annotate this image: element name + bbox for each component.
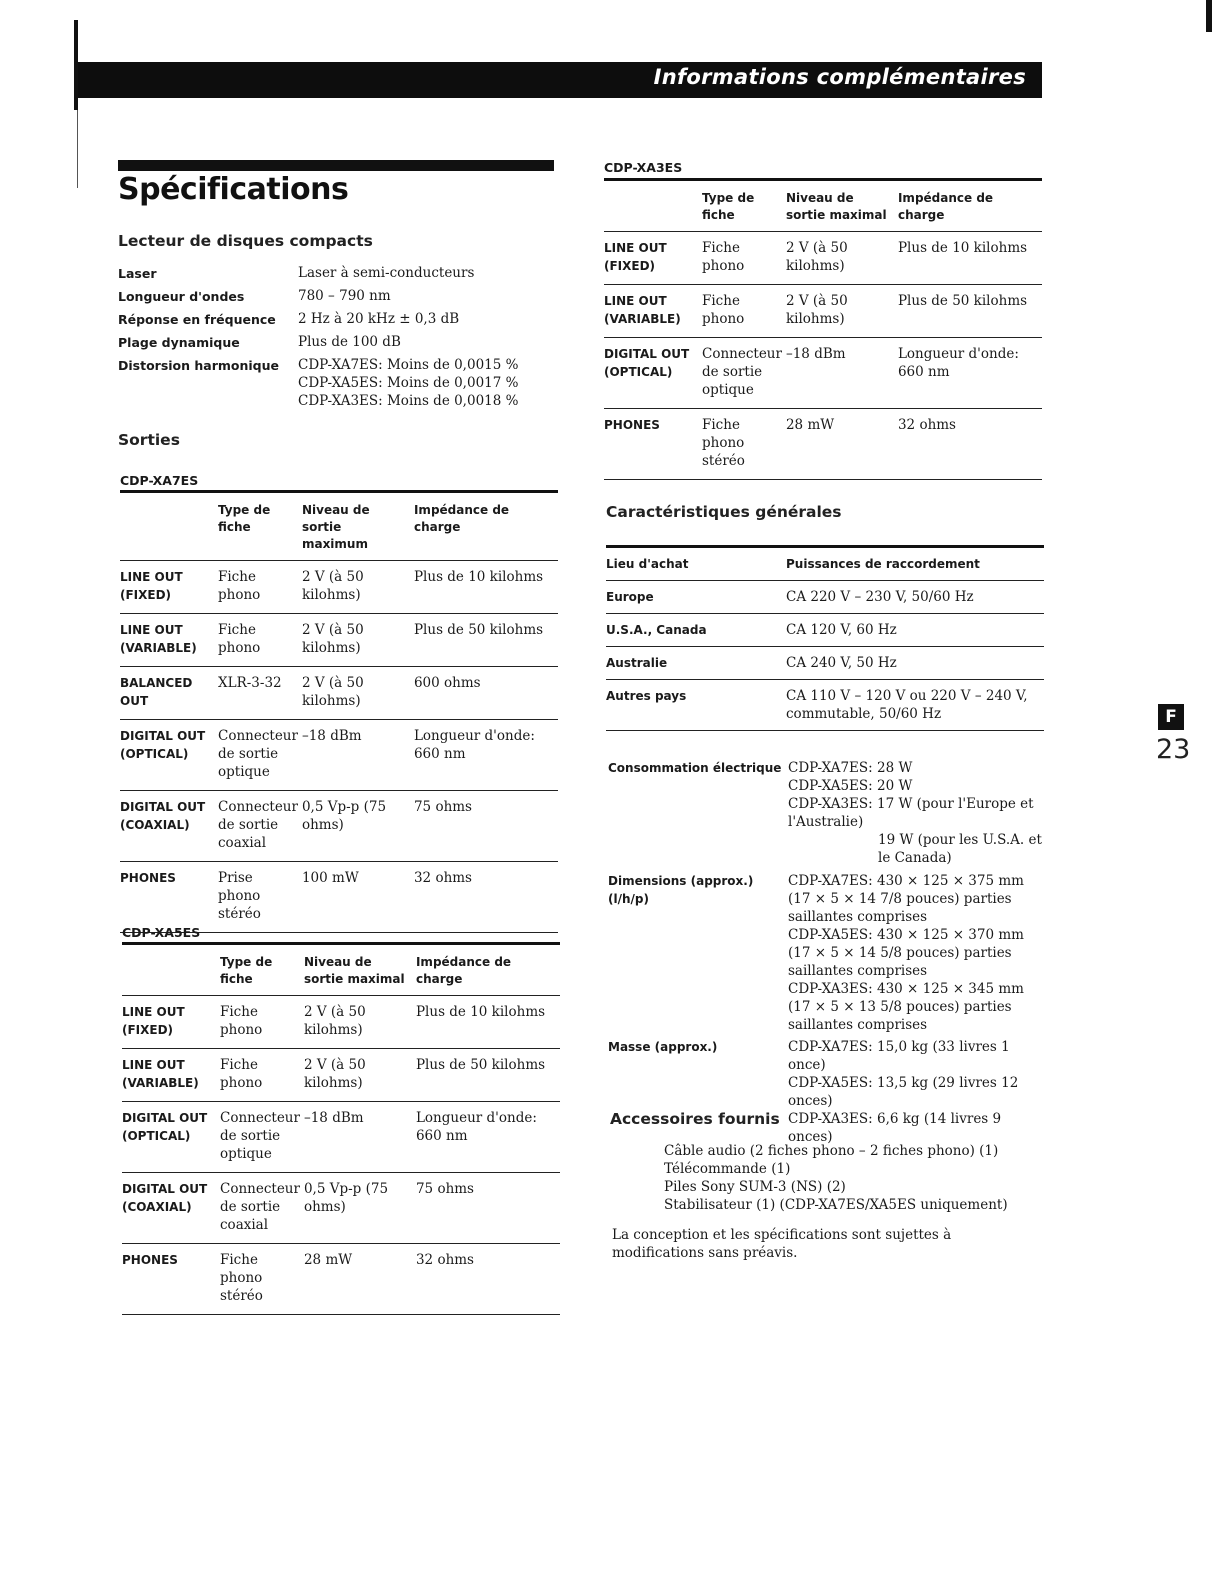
spec-value: 2 Hz à 20 kHz ± 0,3 dB (298, 311, 460, 327)
cd-player-heading: Lecteur de disques compacts (118, 232, 373, 250)
plug-type: Fiche phono stéréo (220, 1244, 304, 1315)
page-number: 23 (1156, 734, 1191, 765)
output-level: –18 dBm (786, 338, 898, 409)
page-title: Spécifications (118, 172, 349, 207)
output-level: 0,5 Vp-p (75 ohms) (302, 791, 414, 862)
spec-label: Laser (118, 266, 157, 281)
spec-label: Distorsion harmonique (118, 358, 280, 373)
col-header: Niveau de sortie maximal (303, 955, 405, 986)
plug-type: Connecteur de sortie coaxial (218, 791, 302, 862)
col-header (120, 492, 218, 561)
dimensions-values (788, 872, 1038, 1034)
table-row (120, 720, 558, 791)
load-impedance: Plus de 10 kilohms (414, 561, 558, 614)
outputs-table-xa3 (604, 178, 1042, 480)
mass-line: CDP-XA5ES: 13,5 kg (29 livres 12 onces) (788, 1075, 1019, 1109)
accessories-list (664, 1142, 1044, 1214)
place-label: Australie (606, 647, 786, 680)
plug-type: Connecteur de sortie optique (220, 1102, 304, 1173)
plug-type: Connecteur de sortie optique (702, 338, 786, 409)
output-level: 2 V (à 50 kilohms) (302, 614, 414, 667)
output-level: 2 V (à 50 kilohms) (302, 667, 414, 720)
col-header: Impédance de charge (413, 503, 510, 534)
spec-row (118, 264, 558, 282)
table-row (120, 667, 558, 720)
output-label: DIGITAL OUT (OPTICAL) (604, 338, 702, 409)
mass-line: CDP-XA7ES: 15,0 kg (33 livres 1 once) (788, 1039, 1010, 1073)
load-impedance: 32 ohms (414, 862, 558, 933)
output-label: DIGITAL OUT (OPTICAL) (122, 1102, 220, 1173)
language-tab: F (1158, 704, 1184, 730)
dimensions-block (608, 872, 1048, 1034)
col-header: Impédance de charge (897, 191, 994, 222)
title-rule (118, 160, 554, 171)
plug-type: Connecteur de sortie coaxial (220, 1173, 304, 1244)
consumption-line: CDP-XA3ES: 17 W (pour l'Europe et l'Australie) (788, 796, 1034, 830)
spec-label: Plage dynamique (118, 335, 240, 350)
spec-value: CDP-XA5ES: Moins de 0,0017 % (298, 375, 519, 391)
spec-value: 780 – 790 nm (298, 288, 391, 304)
model-label-xa7: CDP-XA7ES (120, 473, 199, 488)
dimensions-line: CDP-XA5ES: 430 × 125 × 370 mm (17 × 5 × 14 5/8 pouces) parties saillantes comprises (788, 927, 1024, 979)
place-label: Europe (606, 581, 786, 614)
load-impedance: 32 ohms (416, 1244, 560, 1315)
table-row (122, 1173, 560, 1244)
power-table (606, 545, 1044, 731)
list-item: Piles Sony SUM-3 (NS) (2) (664, 1179, 846, 1195)
list-item: Câble audio (2 fiches phono – 2 fiches phono) (1) (664, 1143, 999, 1159)
power-value: CA 110 V – 120 V ou 220 V – 240 V, commutable, 50/60 Hz (786, 680, 1044, 731)
load-impedance: Longueur d'onde: 660 nm (414, 720, 558, 791)
load-impedance: Longueur d'onde: 660 nm (898, 338, 1042, 409)
load-impedance: Plus de 10 kilohms (416, 996, 560, 1049)
output-label: PHONES (120, 862, 218, 933)
table-row (606, 581, 1044, 614)
place-label: U.S.A., Canada (606, 614, 786, 647)
outputs-table-xa7 (120, 490, 558, 933)
table-row (122, 1244, 560, 1315)
col-header (604, 180, 702, 232)
output-level: 28 mW (786, 409, 898, 480)
output-label: DIGITAL OUT (COAXIAL) (122, 1173, 220, 1244)
col-header: Type de fiche (220, 955, 273, 986)
table-row (606, 647, 1044, 680)
table-row (604, 338, 1042, 409)
col-header: Niveau de sortie maximum (301, 503, 370, 551)
output-label: PHONES (604, 409, 702, 480)
general-heading: Caractéristiques générales (606, 503, 842, 521)
power-value: CA 220 V – 230 V, 50/60 Hz (786, 581, 1044, 614)
consumption-label: Consommation électrique (608, 761, 782, 775)
table-row (604, 409, 1042, 480)
load-impedance: 75 ohms (416, 1173, 560, 1244)
margin-line (77, 110, 78, 188)
table-row (606, 680, 1044, 731)
table-row (122, 996, 560, 1049)
place-label: Autres pays (606, 680, 786, 731)
plug-type: Fiche phono (220, 1049, 304, 1102)
outputs-table-xa5 (122, 942, 560, 1315)
load-impedance: Longueur d'onde: 660 nm (416, 1102, 560, 1173)
col-header: Type de fiche (702, 191, 755, 222)
dimensions-label: Dimensions (approx.) (l/h/p) (608, 874, 754, 906)
plug-type: Prise phono stéréo (218, 862, 302, 933)
consumption-block (608, 759, 1048, 867)
spec-value: Laser à semi-conducteurs (298, 265, 475, 281)
spec-row (118, 310, 558, 328)
power-value: CA 120 V, 60 Hz (786, 614, 1044, 647)
consumption-line: CDP-XA7ES: 28 W (788, 760, 913, 776)
spec-value: CDP-XA7ES: Moins de 0,0015 % (298, 357, 519, 373)
plug-type: Fiche phono (218, 561, 302, 614)
outputs-heading: Sorties (118, 431, 180, 449)
consumption-values (788, 759, 1046, 867)
output-level: –18 dBm (304, 1102, 416, 1173)
table-row (120, 614, 558, 667)
spec-row (118, 333, 558, 351)
table-row (120, 862, 558, 933)
header-bar (78, 62, 1042, 98)
table-row (122, 1049, 560, 1102)
cd-spec-list (118, 264, 558, 415)
plug-type: Fiche phono (702, 232, 786, 285)
output-level: 2 V (à 50 kilohms) (786, 285, 898, 338)
power-value: CA 240 V, 50 Hz (786, 647, 1044, 680)
plug-type: Fiche phono stéréo (702, 409, 786, 480)
spec-row (118, 287, 558, 305)
model-label-xa3: CDP-XA3ES (604, 160, 683, 175)
output-label: LINE OUT (VARIABLE) (120, 614, 218, 667)
table-row (122, 1102, 560, 1173)
output-level: 2 V (à 50 kilohms) (304, 1049, 416, 1102)
load-impedance: Plus de 50 kilohms (898, 285, 1042, 338)
spec-row (118, 356, 558, 410)
col-header: Type de fiche (218, 503, 271, 534)
mass-block (608, 1038, 1048, 1146)
load-impedance: 32 ohms (898, 409, 1042, 480)
spec-label: Réponse en fréquence (118, 312, 276, 327)
spec-value: CDP-XA3ES: Moins de 0,0018 % (298, 393, 519, 409)
list-item: Télécommande (1) (664, 1161, 791, 1177)
edge-mark (1206, 0, 1212, 32)
spec-value-group (298, 356, 518, 410)
col-header: Impédance de charge (415, 955, 512, 986)
spec-label: Longueur d'ondes (118, 289, 245, 304)
output-level: –18 dBm (302, 720, 414, 791)
output-level: 2 V (à 50 kilohms) (302, 561, 414, 614)
load-impedance: 600 ohms (414, 667, 558, 720)
output-label: DIGITAL OUT (COAXIAL) (120, 791, 218, 862)
load-impedance: 75 ohms (414, 791, 558, 862)
plug-type: Fiche phono (218, 614, 302, 667)
table-row (604, 285, 1042, 338)
load-impedance: Plus de 10 kilohms (898, 232, 1042, 285)
col-header: Lieu d'achat (606, 557, 689, 571)
output-label: DIGITAL OUT (OPTICAL) (120, 720, 218, 791)
plug-type: Fiche phono (220, 996, 304, 1049)
load-impedance: Plus de 50 kilohms (416, 1049, 560, 1102)
spec-value: Plus de 100 dB (298, 334, 401, 350)
output-label: LINE OUT (VARIABLE) (604, 285, 702, 338)
output-level: 2 V (à 50 kilohms) (786, 232, 898, 285)
mass-label: Masse (approx.) (608, 1040, 718, 1054)
load-impedance: Plus de 50 kilohms (414, 614, 558, 667)
header-title: Informations complémentaires (653, 65, 1026, 89)
output-level: 2 V (à 50 kilohms) (304, 996, 416, 1049)
output-label: LINE OUT (FIXED) (604, 232, 702, 285)
consumption-line: CDP-XA5ES: 20 W (788, 778, 913, 794)
plug-type: Fiche phono (702, 285, 786, 338)
plug-type: XLR-3-32 (218, 667, 302, 720)
table-row (120, 561, 558, 614)
table-row (120, 791, 558, 862)
mass-values (788, 1038, 1048, 1146)
output-label: LINE OUT (VARIABLE) (122, 1049, 220, 1102)
table-row (604, 232, 1042, 285)
table-row (606, 614, 1044, 647)
output-label: LINE OUT (FIXED) (120, 561, 218, 614)
output-level: 0,5 Vp-p (75 ohms) (304, 1173, 416, 1244)
mass-line: CDP-XA3ES: 6,6 kg (14 livres 9 onces) (788, 1111, 1002, 1145)
model-label-xa5: CDP-XA5ES (122, 925, 201, 940)
plug-type: Connecteur de sortie optique (218, 720, 302, 791)
output-level: 28 mW (304, 1244, 416, 1315)
dimensions-line: CDP-XA3ES: 430 × 125 × 345 mm (17 × 5 × 13 5/8 pouces) parties saillantes comprises (788, 981, 1024, 1033)
accessories-heading: Accessoires fournis (610, 1110, 780, 1128)
output-label: PHONES (122, 1244, 220, 1315)
col-header: Niveau de sortie maximal (785, 191, 887, 222)
consumption-line: 19 W (pour les U.S.A. et le Canada) (878, 832, 1042, 866)
col-header (122, 944, 220, 996)
list-item: Stabilisateur (1) (CDP-XA7ES/XA5ES uniquement) (664, 1197, 1008, 1213)
output-level: 100 mW (302, 862, 414, 933)
output-label: LINE OUT (FIXED) (122, 996, 220, 1049)
disclaimer-note: La conception et les spécifications sont sujettes à modifications sans préavis. (612, 1227, 952, 1261)
col-header: Puissances de raccordement (786, 557, 980, 571)
output-label: BALANCED OUT (120, 667, 218, 720)
dimensions-line: CDP-XA7ES: 430 × 125 × 375 mm (17 × 5 × 14 7/8 pouces) parties saillantes comprises (788, 873, 1024, 925)
